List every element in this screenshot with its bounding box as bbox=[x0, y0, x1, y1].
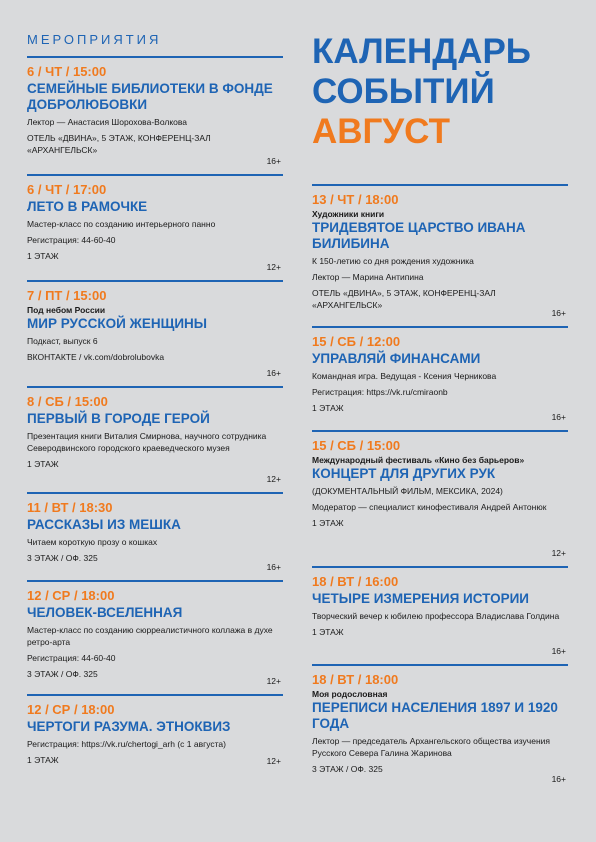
event-title: УПРАВЛЯЙ ФИНАНСАМИ bbox=[312, 351, 481, 366]
right-event-list bbox=[312, 184, 568, 792]
right-column bbox=[312, 30, 568, 792]
age-rating: 12+ bbox=[266, 676, 281, 686]
event-item bbox=[27, 694, 283, 774]
event-location: 3 ЭТАЖ / ОФ. 325 bbox=[27, 669, 98, 679]
event-item bbox=[312, 184, 568, 326]
left-event-list bbox=[27, 56, 283, 774]
event-item bbox=[312, 664, 568, 792]
event-date: 15 / СБ / 12:00 bbox=[312, 334, 401, 349]
event-title: РАССКАЗЫ ИЗ МЕШКА bbox=[27, 517, 181, 532]
event-description bbox=[27, 116, 283, 128]
event-description-line: Лектор — председатель Архангельского общества изучения Русского Севера Галина Жаринова bbox=[312, 736, 550, 758]
event-location: 1 ЭТАЖ bbox=[312, 403, 344, 413]
event-title: ЧЕТЫРЕ ИЗМЕРЕНИЯ ИСТОРИИ bbox=[312, 591, 529, 606]
event-description-line: Мастер-класс по созданию интерьерного панно bbox=[27, 219, 216, 229]
event-date: 6 / ЧТ / 15:00 bbox=[27, 64, 107, 79]
age-rating: 16+ bbox=[266, 368, 281, 378]
age-rating: 16+ bbox=[551, 412, 566, 422]
event-subtitle: Моя родословная bbox=[312, 689, 388, 699]
event-description bbox=[312, 735, 568, 759]
event-description-line: Регистрация: https://vk.ru/cmiraonb bbox=[312, 387, 448, 397]
section-label: МЕРОПРИЯТИЯ bbox=[27, 32, 162, 47]
event-location: 1 ЭТАЖ bbox=[27, 755, 59, 765]
event-description bbox=[312, 610, 568, 622]
event-description-line: Модератор — специалист кинофестиваля Андрей Антонюк bbox=[312, 502, 547, 512]
event-location: ВКОНТАКТЕ / vk.com/dobrolubovka bbox=[27, 352, 165, 362]
heading-line1: КАЛЕНДАРЬ bbox=[312, 32, 531, 71]
event-title: ПЕРВЫЙ В ГОРОДЕ ГЕРОЙ bbox=[27, 411, 210, 426]
age-rating: 12+ bbox=[266, 756, 281, 766]
age-rating: 12+ bbox=[266, 262, 281, 272]
event-date: 18 / ВТ / 16:00 bbox=[312, 574, 399, 589]
event-location: 3 ЭТАЖ / ОФ. 325 bbox=[27, 553, 98, 563]
calendar-heading bbox=[312, 30, 568, 184]
event-description-line: Лектор — Анастасия Шорохова-Волкова bbox=[27, 117, 188, 127]
event-item bbox=[27, 280, 283, 386]
event-description bbox=[27, 218, 283, 246]
event-date: 12 / СР / 18:00 bbox=[27, 702, 115, 717]
event-description bbox=[27, 738, 283, 750]
event-description bbox=[27, 624, 283, 664]
event-date: 15 / СБ / 15:00 bbox=[312, 438, 401, 453]
event-location: 1 ЭТАЖ bbox=[312, 627, 344, 637]
event-subtitle: Под небом России bbox=[27, 305, 106, 315]
event-date: 6 / ЧТ / 17:00 bbox=[27, 182, 107, 197]
event-description-line: Подкаст, выпуск 6 bbox=[27, 336, 98, 346]
event-item bbox=[27, 492, 283, 580]
event-description bbox=[27, 430, 283, 454]
age-rating: 12+ bbox=[551, 548, 566, 558]
event-item bbox=[27, 386, 283, 492]
event-description-line: Мастер-класс по созданию сюрреалистичного коллажа в духе ретро-арта bbox=[27, 625, 273, 647]
event-description-line: Лектор — Марина Антипина bbox=[312, 272, 424, 282]
event-description-line: К 150-летию со дня рождения художника bbox=[312, 256, 474, 266]
event-subtitle: Международный фестиваль «Кино без барьеров» bbox=[312, 455, 525, 465]
event-item bbox=[27, 174, 283, 280]
event-item bbox=[27, 580, 283, 694]
age-rating: 16+ bbox=[266, 156, 281, 166]
heading-line2: СОБЫТИЙ bbox=[312, 72, 495, 111]
event-location: ОТЕЛЬ «ДВИНА», 5 ЭТАЖ, КОНФЕРЕНЦ-ЗАЛ «АРХАНГЕЛЬСК» bbox=[27, 133, 211, 155]
event-title: ЧЕРТОГИ РАЗУМА. ЭТНОКВИЗ bbox=[27, 719, 231, 734]
event-description-line: Регистрация: 44-60-40 bbox=[27, 235, 116, 245]
event-item bbox=[27, 56, 283, 174]
age-rating: 16+ bbox=[551, 774, 566, 784]
event-date: 18 / ВТ / 18:00 bbox=[312, 672, 399, 687]
event-description bbox=[312, 485, 568, 513]
event-description-line: Читаем короткую прозу о кошках bbox=[27, 537, 158, 547]
age-rating: 16+ bbox=[266, 562, 281, 572]
event-item bbox=[312, 430, 568, 566]
event-description-line: Регистрация: https://vk.ru/chertogi_arh (с 1 августа) bbox=[27, 739, 226, 749]
event-location: 3 ЭТАЖ / ОФ. 325 bbox=[312, 764, 383, 774]
age-rating: 16+ bbox=[551, 308, 566, 318]
event-location: 1 ЭТАЖ bbox=[27, 251, 59, 261]
event-title: ПЕРЕПИСИ НАСЕЛЕНИЯ 1897 И 1920 ГОДА bbox=[312, 700, 558, 731]
event-title: ТРИДЕВЯТОЕ ЦАРСТВО ИВАНА БИЛИБИНА bbox=[312, 220, 526, 251]
event-title: КОНЦЕРТ ДЛЯ ДРУГИХ РУК bbox=[312, 466, 496, 481]
event-item bbox=[312, 326, 568, 430]
event-description bbox=[27, 536, 283, 548]
event-item bbox=[312, 566, 568, 664]
event-description-line: Творческий вечер к юбилею профессора Владислава Голдина bbox=[312, 611, 560, 621]
event-description-line: Презентация книги Виталия Смирнова, научного сотрудника Северодвинского городского краеведческого музея bbox=[27, 431, 267, 453]
event-subtitle: Художники книги bbox=[312, 209, 385, 219]
age-rating: 12+ bbox=[266, 474, 281, 484]
event-date: 7 / ПТ / 15:00 bbox=[27, 288, 107, 303]
event-description-line: Командная игра. Ведущая - Ксения Черникова bbox=[312, 371, 497, 381]
event-title: СЕМЕЙНЫЕ БИБЛИОТЕКИ В ФОНДЕ ДОБРОЛЮБОВКИ bbox=[27, 81, 273, 112]
event-title: МИР РУССКОЙ ЖЕНЩИНЫ bbox=[27, 316, 208, 331]
event-description bbox=[27, 335, 283, 347]
event-description-line: (ДОКУМЕНТАЛЬНЫЙ ФИЛЬМ, МЕКСИКА, 2024) bbox=[312, 486, 503, 496]
event-description bbox=[312, 255, 568, 283]
event-title: ЧЕЛОВЕК-ВСЕЛЕННАЯ bbox=[27, 605, 183, 620]
event-location: 1 ЭТАЖ bbox=[312, 518, 344, 528]
event-date: 8 / СБ / 15:00 bbox=[27, 394, 108, 409]
heading-month: АВГУСТ bbox=[312, 112, 450, 151]
event-date: 11 / ВТ / 18:30 bbox=[27, 500, 113, 515]
event-description-line: Регистрация: 44-60-40 bbox=[27, 653, 116, 663]
event-location: 1 ЭТАЖ bbox=[27, 459, 59, 469]
event-location: ОТЕЛЬ «ДВИНА», 5 ЭТАЖ, КОНФЕРЕНЦ-ЗАЛ «АРХАНГЕЛЬСК» bbox=[312, 288, 496, 310]
event-description bbox=[312, 370, 568, 398]
event-title: ЛЕТО В РАМОЧКЕ bbox=[27, 199, 148, 214]
event-date: 13 / ЧТ / 18:00 bbox=[312, 192, 399, 207]
left-column bbox=[27, 30, 283, 774]
age-rating: 16+ bbox=[551, 646, 566, 656]
event-date: 12 / СР / 18:00 bbox=[27, 588, 115, 603]
